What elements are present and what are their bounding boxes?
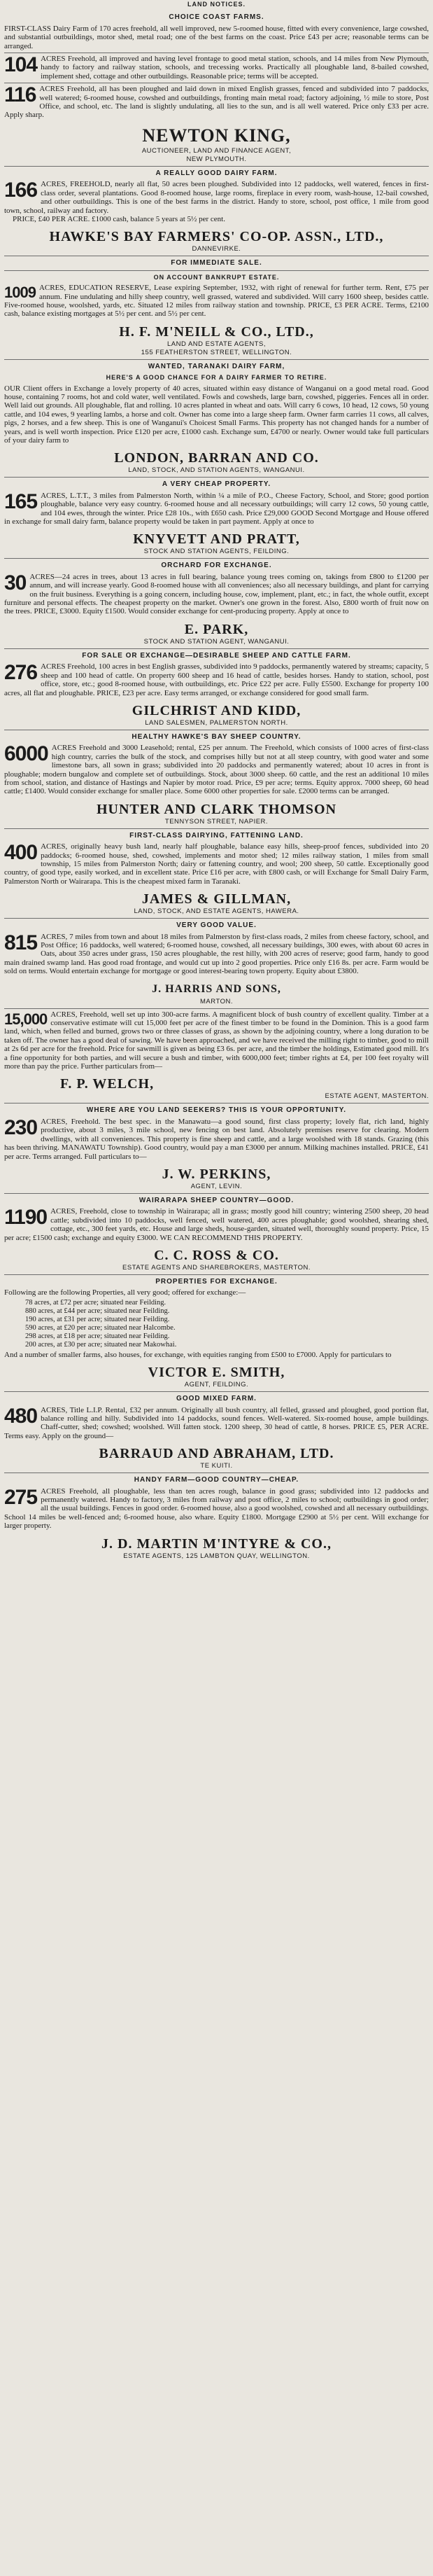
ad-heading: ORCHARD FOR EXCHANGE. (161, 562, 272, 570)
ad-body: ACRES, EDUCATION RESERVE, Lease expiring September, 1932, with right of renewal for further term. Rent, £75 per annum. Fine undulating and hilly sheep country, well grassed, watered and subdivided. Will carry 1600 sheep, besides cattle. Five-roomed house, woolshed, yards, etc. Situated 12 miles from railway station and township. PRICE, £3 PER ACRE. Terms, £2100 cash, balance existing mortgages at 5½ per cent. and 5½ per cent. (4, 284, 429, 319)
agent-name: F. P. WELCH, (60, 1076, 155, 1092)
divider (4, 270, 429, 271)
ad-body: OUR Client offers in Exchange a lovely property of 40 acres, situated within easy distance of Wanganui on a good metal road. Good house, containing 7 rooms, hot and cold water, well ventilated. Fowls and cowsheds, large barn, cowshed, piggeries. Fences all in order. Well laid out grounds. All ploughable, flat and rolling. 10 acres planted in wheat and oats. Will carry 6 cows, 10 head, 12 cows, 50 young cattle, and 104 ewes, 9 yearling lambs, a horse and colt. Owner has come into a large sheep farm. Owner farm carries 11 cows, all calves, pigs, 2 horses, and a few sheep. This is one of Wanganui's Choicest Small Farms. This property has not changed hands for a number of years, and is well worth inspection. Price £120 per acre, £1000 cash. Exchange sum, £4700 or nearly. Owner would take full particulars of your dairy farm to (4, 384, 429, 445)
ad-body: Following are the following Properties, all very good; offered for exchange:— (4, 1288, 246, 1297)
agent-location: MARTON. (200, 997, 233, 1005)
ad-heading: CHOICE COAST FARMS. (169, 13, 264, 22)
acreage-number: 815 (4, 931, 38, 954)
agent-jd-martin-mintyre (4, 1533, 429, 1563)
acreage-number: 6000 (4, 742, 48, 766)
ad-body: ACRES, FREEHOLD, nearly all flat, 50 acres been ploughed. Subdivided into 12 paddocks, well watered, fences in first-class order, several plantations. Good 8-roomed house, large rooms, fireplace in every room, wash-house, 12-bail cowshed, and other outbuildings. This is one of the best farms in the district. Handy to store, school, post office, 1 mile from good town, school, railway and factory. (4, 180, 429, 215)
agent-name: KNYVETT AND PRATT, (133, 531, 300, 548)
ad-body: FIRST-CLASS Dairy Farm of 170 acres freehold, all well improved, new 5-roomed house, fitted with every convenience, large cowshed, and substantial outbuildings, motor shed, metal road; one of the best farms on the coast. Price £43 per acre; reasonable terms can be arranged. (4, 24, 429, 50)
ad-body: ACRES, Freehold, well set up into 300-acre farms. A magnificent block of bush country of excellent quality. Timber at a conservative estimate will cut 15,000 feet per acre of the finest timber to be found in the Dominion. This is a good farm land, which, when felled and burned, grows two or three classes of grass, as shown by the adjoining country, where a long duration to be taken off. The owner has a good deal of sawing. We have been approached, and we have received the milling right to timber, good to mill at 2s 6d per acre for the freehold. Price for sawmill is given as being £3 6s. per acre, and the timber the holdings, Estimated good mill. It's a fine opportunity for both parties, and will secure a bush and timber, with 6000,000 feet; timber rights at £4, per 100 feet royalty will more than pay the price. Further particulars from— (4, 1010, 429, 1071)
agent-location: AGENT, LEVIN. (190, 1182, 243, 1190)
agent-location: 155 FEATHERSTON STREET, WELLINGTON. (141, 348, 292, 356)
ad-body: ACRES, Freehold, close to township in Wairarapa; all in grass; mostly good hill country; wintering 2500 sheep, 20 head cattle; subdivided into 10 paddocks, well fenced, well watered, 400 acres ploughable; good woolshed, shearing shed, cottage, etc., 300 feet yards, etc. House and large sheds, house-garden, situated well, thoroughly sound property. Price, 15 per acre; £1500 cash; exchange and equity £3000. WE CAN RECOMMEND THIS PROPERTY. (4, 1207, 429, 1242)
ad-choice-coast-farms (4, 11, 429, 53)
agent-name: VICTOR E. SMITH, (148, 1365, 285, 1381)
agent-location: NEW PLYMOUTH. (186, 155, 247, 163)
list-item: 190 acres, at £31 per acre; situated near Feilding. (25, 1315, 170, 1323)
ad-very-cheap-property (4, 478, 429, 528)
agent-j-harris (4, 978, 429, 1009)
ad-15000-acres (4, 1009, 429, 1073)
section-title: LAND NOTICES. (187, 1, 246, 8)
agent-hunter-clark-thomson (4, 798, 429, 829)
acreage-number: 400 (4, 841, 38, 865)
agent-gilchrist-kidd (4, 699, 429, 730)
agent-name: GILCHRIST AND KIDD, (132, 702, 301, 718)
agent-title: AUCTIONEER, LAND AND FINANCE AGENT, (141, 146, 292, 155)
ad-subheading: ON ACCOUNT BANKRUPT ESTATE. (153, 273, 280, 281)
ad-immediate-sale (4, 256, 429, 320)
ad-body: ACRES, 7 miles from town and about 18 miles from Palmerston by first-class roads, 2 miles from cheese factory, school, and Post Office; 16 paddocks, well watered; 6-roomed house, cowshed, all necessary buildings, 300 ewes, with about 60 acres in Oats, about 350 acres under grass, 150 acres ploughable, the rest hilly, with 200 acres of reserve; good farm, handy to good main drained swamp land. Has good road frontage, and would cut up into 2 good properties. Price only £16 8s. per acre. Farm would be sold on terms. Would entertain exchange for mortgage or good interest-bearing town property. Equity about £3800. (4, 932, 429, 976)
agent-title: LAND, STOCK, AND STATION AGENTS, WANGANUI. (128, 466, 305, 475)
ad-116-acres (4, 83, 429, 122)
ad-body: ACRES Freehold, all has been ploughed and laid down in mixed English grasses, fenced and subdivided into 7 paddocks, well watered; 6-roomed house, cowshed and outbuildings, fronting main metal road; factory adjoining, ½ mile to store, Post Office, and school, etc. The land is slightly undulating, all lies to the sun, and is all well watered. Price only £33 per acre. Apply sharp. (4, 85, 429, 120)
agent-name: J. W. PERKINS, (162, 1166, 271, 1182)
agent-name: NEWTON KING, (142, 125, 291, 146)
agent-hf-mneill (4, 321, 429, 360)
ad-body: ACRES, originally heavy bush land, nearly half ploughable, balance easy hills, sheep-proof fences, subdivided into 20 paddocks; 6-roomed house, shed, cowshed, implements and motor shed; 12 miles railway station, 1 miles from small township, 15 miles from Palmerston North; dairy or fattening country, and wool; 200 sheep, 50 cattle. Exceptionally good country, of good type, easily worked, and in excellent state. Price £16 per acre, with £800 cash, or will Exchange for Small Dairy Farm, Palmerston North or Wairarapa. This is the cheapest mixed farm in Taranaki. (4, 842, 429, 886)
agent-jw-perkins (4, 1163, 429, 1194)
ad-heading: HEALTHY HAWKE'S BAY SHEEP COUNTRY. (132, 732, 301, 741)
ad-104-acres (4, 53, 429, 83)
list-item: 200 acres, at £30 per acre; situated near Makowhai. (25, 1340, 177, 1349)
ad-sheep-cattle-farm (4, 649, 429, 699)
acreage-number: 276 (4, 661, 38, 685)
ad-heading: FIRST-CLASS DAIRYING, FATTENING LAND. (129, 831, 304, 840)
agent-name: HUNTER AND CLARK THOMSON (96, 801, 337, 817)
agent-location: DANNEVIRKE. (192, 245, 241, 253)
ad-really-good-dairy-farm (4, 167, 429, 225)
ad-subheading: HERE'S A GOOD CHANCE FOR A DAIRY FARMER TO RETIRE. (106, 374, 327, 382)
ad-dairying-fattening (4, 829, 429, 888)
agent-title: ESTATE AGENT, MASTERTON. (325, 1092, 429, 1101)
agent-name: J. D. MARTIN M'INTYRE & CO., (101, 1536, 332, 1552)
agent-e-park (4, 618, 429, 649)
acreage-number: 166 (4, 179, 38, 202)
ad-heading: A VERY CHEAP PROPERTY. (162, 480, 271, 489)
ad-handy-farm (4, 1473, 429, 1532)
agent-title: LAND SALESMEN, PALMERSTON NORTH. (145, 718, 288, 727)
ad-heading: HANDY FARM—GOOD COUNTRY—CHEAP. (134, 1476, 299, 1484)
acreage-number: 230 (4, 1115, 38, 1139)
agent-title: TENNYSON STREET, NAPIER. (164, 817, 269, 826)
ad-body: ACRES, Title L.I.P. Rental, £32 per annum. Originally all bush country, all felled, grassed and ploughed, good portion flat, balance rolling and hilly. Subdivided into 14 paddocks, sound fences. Well-watered. Six-roomed house, ample buildings. Chaff-cutter, shed; cowshed; woolshed. Will fatten stock. 1200 sheep, 30 head of cattle, 8 horses. PRICE £5, PER ACRE. Terms easy. Apply on the ground— (4, 1405, 429, 1440)
agent-location: AGENT, FEILDING. (184, 1381, 249, 1389)
acreage-number: 1009 (4, 284, 36, 302)
ad-heading: A REALLY GOOD DAIRY FARM. (155, 169, 278, 177)
ad-body: ACRES Freehold, all improved and having level frontage to good metal station, schools, and 14 miles from New Plymouth, handy to factory and railway station, schools, and trecessing works. Practically all ploughable land, 8-bailed cowshed, implement shed, cottage and other outbuildings. Reasonable price; terms will be accepted. (41, 55, 429, 81)
acreage-number: 275 (4, 1485, 38, 1509)
acreage-number: 480 (4, 1404, 38, 1428)
ad-body: ACRES, Freehold. The best spec. in the Manawatu—a good sound, first class property; lovely flat, rich land, highly productive, about 3 miles, 3 mile school, new fencing on best land. Absolutely premises reserve for clearing. Modern dwellings, with all conveniences. This property is fine sheep and cattle, and a large woolshed with 18 stands. Grazing (this has been thriving. MANAWATU Township). Good country, would pay a man £3000 per annum. Milking machines installed. PRICE, £41 per acre. Terms arranged. Full particulars to— (4, 1117, 429, 1161)
agent-fp-welch (4, 1073, 429, 1103)
ad-heading: WHERE ARE YOU LAND SEEKERS? THIS IS YOUR OPPORTUNITY. (86, 1106, 347, 1115)
agent-victor-smith (4, 1361, 429, 1392)
ad-heading: FOR IMMEDIATE SALE. (171, 259, 262, 267)
ad-body: ACRES Freehold, all ploughable, less than ten acres rough, balance in good grass; subdivided into 12 paddocks and permanently watered. Handy to factory, 3 miles from railway and post office, 2 miles to school; outbuildings in good order; all the usual buildings. Fences in good order. 6-roomed house, also a good woolshed, cowshed and all necessary outbuildings. School 14 miles be well-fenced and; 6-roomed house, also whare. Equity £1800. Mortgage £2900 at 5½ per cent. Will exchange for larger property. (4, 1487, 429, 1531)
acreage-number: 1190 (4, 1206, 48, 1230)
ad-body: ACRES—24 acres in trees, about 13 acres in full bearing, balance young trees coming on, takings from £800 to £1200 per annum, and will increase yearly. Good 8-roomed house with all conveniences; also all necessary buildings, and plant for carrying on the fruit business. Everything is a going concern, including house, cow, implement, plant, etc.; in fact, the whole outfit, except furniture and personal effects. The cheapest property on the market. Owner's one grown in the forest. Also, £800 worth of fruit now on the trees. PRICE, £3000. Equity £1500. Would consider exchange for cent-producing property. Apply at once to (4, 572, 429, 616)
ad-heading: PROPERTIES FOR EXCHANGE. (155, 1277, 278, 1286)
list-item: 590 acres, at £20 per acre; situated near Halcombe. (25, 1323, 176, 1332)
ad-heading: WAIRARAPA SHEEP COUNTRY—GOOD. (139, 1196, 294, 1204)
ad-heading: FOR SALE OR EXCHANGE—DESIRABLE SHEEP AND CATTLE FARM. (82, 651, 351, 660)
agent-james-gillman (4, 888, 429, 919)
agent-name: H. F. M'NEILL & CO., LTD., (119, 323, 314, 340)
ad-body: ACRES Freehold, 100 acres in best English grasses, subdivided into 9 paddocks, permanently watered by streams; capacity, 5 sheep and 100 head of cattle. On property 600 sheep and 16 head of cattle, besides horses. Handy to station, school, post office, store, etc.; good 8-roomed house, with outbuildings, etc. Price £22 per acre. Fully £5500. Exchange for property 100 acres, all flat and ploughable. PRICE, £23 per acre. Easy terms arranged, or exchange considered for good small farm. (4, 662, 429, 697)
agent-title: LAND AND ESTATE AGENTS, (166, 340, 266, 348)
ad-wairarapa-sheep (4, 1194, 429, 1244)
agent-title: ESTATE AGENTS AND SHAREBROKERS, MASTERTON. (122, 1263, 311, 1272)
ad-wanted-taranaki (4, 360, 429, 447)
list-item: 298 acres, at £18 per acre; situated near Feilding. (25, 1332, 170, 1340)
acreage-number: 116 (4, 83, 36, 107)
agent-barraud-abraham (4, 1442, 429, 1473)
ad-properties-exchange (4, 1275, 429, 1361)
ad-tail: And a number of smaller farms, also houses, for exchange, with equities ranging from £500 to £7000. Apply for particulars to (4, 1350, 392, 1359)
agent-name: JAMES & GILLMAN, (141, 891, 292, 907)
agent-knyvett-pratt (4, 528, 429, 559)
acreage-number: 165 (4, 489, 38, 513)
acreage-number: 104 (4, 53, 38, 77)
agent-location: TE KUITI. (200, 1462, 233, 1470)
agent-cc-ross (4, 1244, 429, 1275)
agent-title: LAND, STOCK, AND ESTATE AGENTS, HAWERA. (134, 907, 299, 916)
agent-title: STOCK AND STATION AGENTS, FEILDING. (143, 548, 290, 556)
ad-hawkes-bay-sheep (4, 730, 429, 798)
agent-hawkes-bay-farmers (4, 225, 429, 256)
agent-name: J. HARRIS AND SONS, (152, 982, 281, 995)
acreage-number: 30 (4, 571, 27, 594)
acreage-number: 15,000 (4, 1010, 48, 1028)
agent-name: HAWKE'S BAY FARMERS' CO-OP. ASSN., LTD., (49, 229, 384, 245)
agent-newton-king (4, 122, 429, 167)
ad-good-mixed-farm (4, 1392, 429, 1442)
agent-title: STOCK AND STATION AGENT, WANGANUI. (143, 637, 290, 646)
ad-very-good-value (4, 919, 429, 977)
ad-orchard-exchange (4, 559, 429, 618)
agent-london-barran (4, 447, 429, 478)
agent-name: LONDON, BARRAN AND CO. (114, 450, 319, 466)
agent-name: C. C. ROSS & CO. (154, 1247, 279, 1263)
list-item: 78 acres, at £72 per acre; situated near Feilding. (25, 1298, 166, 1307)
list-item: 880 acres, at £44 per acre; situated near Feilding. (25, 1307, 170, 1315)
agent-name: E. PARK, (184, 621, 249, 637)
ad-land-seekers (4, 1103, 429, 1162)
property-list (25, 1299, 429, 1349)
ad-heading: GOOD MIXED FARM. (176, 1395, 257, 1403)
ad-price: PRICE, £40 PER ACRE. £1000 cash, balance 5 years at 5½ per cent. (13, 214, 225, 223)
ad-body: ACRES, L.T.T., 3 miles from Palmerston North, within ¼ a mile of P.O., Cheese Factory, School, and Store; good portion ploughable, balance very easy country. 6-roomed house and all necessary outbuildings; will carry 12 cows, 50 young cattle, and 104 ewes, through the winter. Price £28 10s., with £650 cash. Price £29,000 GOOD Second Mortgage and House offered in exchange for small dairy farm, balance property would be taken in part payment. Apply at once to (4, 491, 429, 527)
agent-title: ESTATE AGENTS, 125 LAMBTON QUAY, WELLINGTON. (123, 1552, 310, 1560)
ad-heading: VERY GOOD VALUE. (176, 921, 257, 930)
agent-name: BARRAUD AND ABRAHAM, LTD. (99, 1446, 334, 1462)
ad-heading: WANTED, TARANAKI DAIRY FARM, (148, 362, 285, 370)
ad-body: ACRES Freehold and 3000 Leasehold; rental, £25 per annum. The Freehold, which consists of 1000 acres of first-class high country, carries the bulk of the stock, and comprises hilly but not at all steep country, with good water and some limestone bars, all sown in grass; subdivided into 20 paddocks and permanently watered; about 10 acres in front is ploughable; modern bungalow and complete set of outbuildings. Stock, about 3000 sheep. 60 cattle, and the rest an additional 10 miles from school, station, and distance of Hastings and Napier by motor road. Price, £9 per acre; terms. Equity approx. 7000 sheep, 60 head cattle; £1400. Would consider exchange for smaller place. Some 6000 other properties for sale. £2000 terms can be arranged. (4, 744, 429, 796)
